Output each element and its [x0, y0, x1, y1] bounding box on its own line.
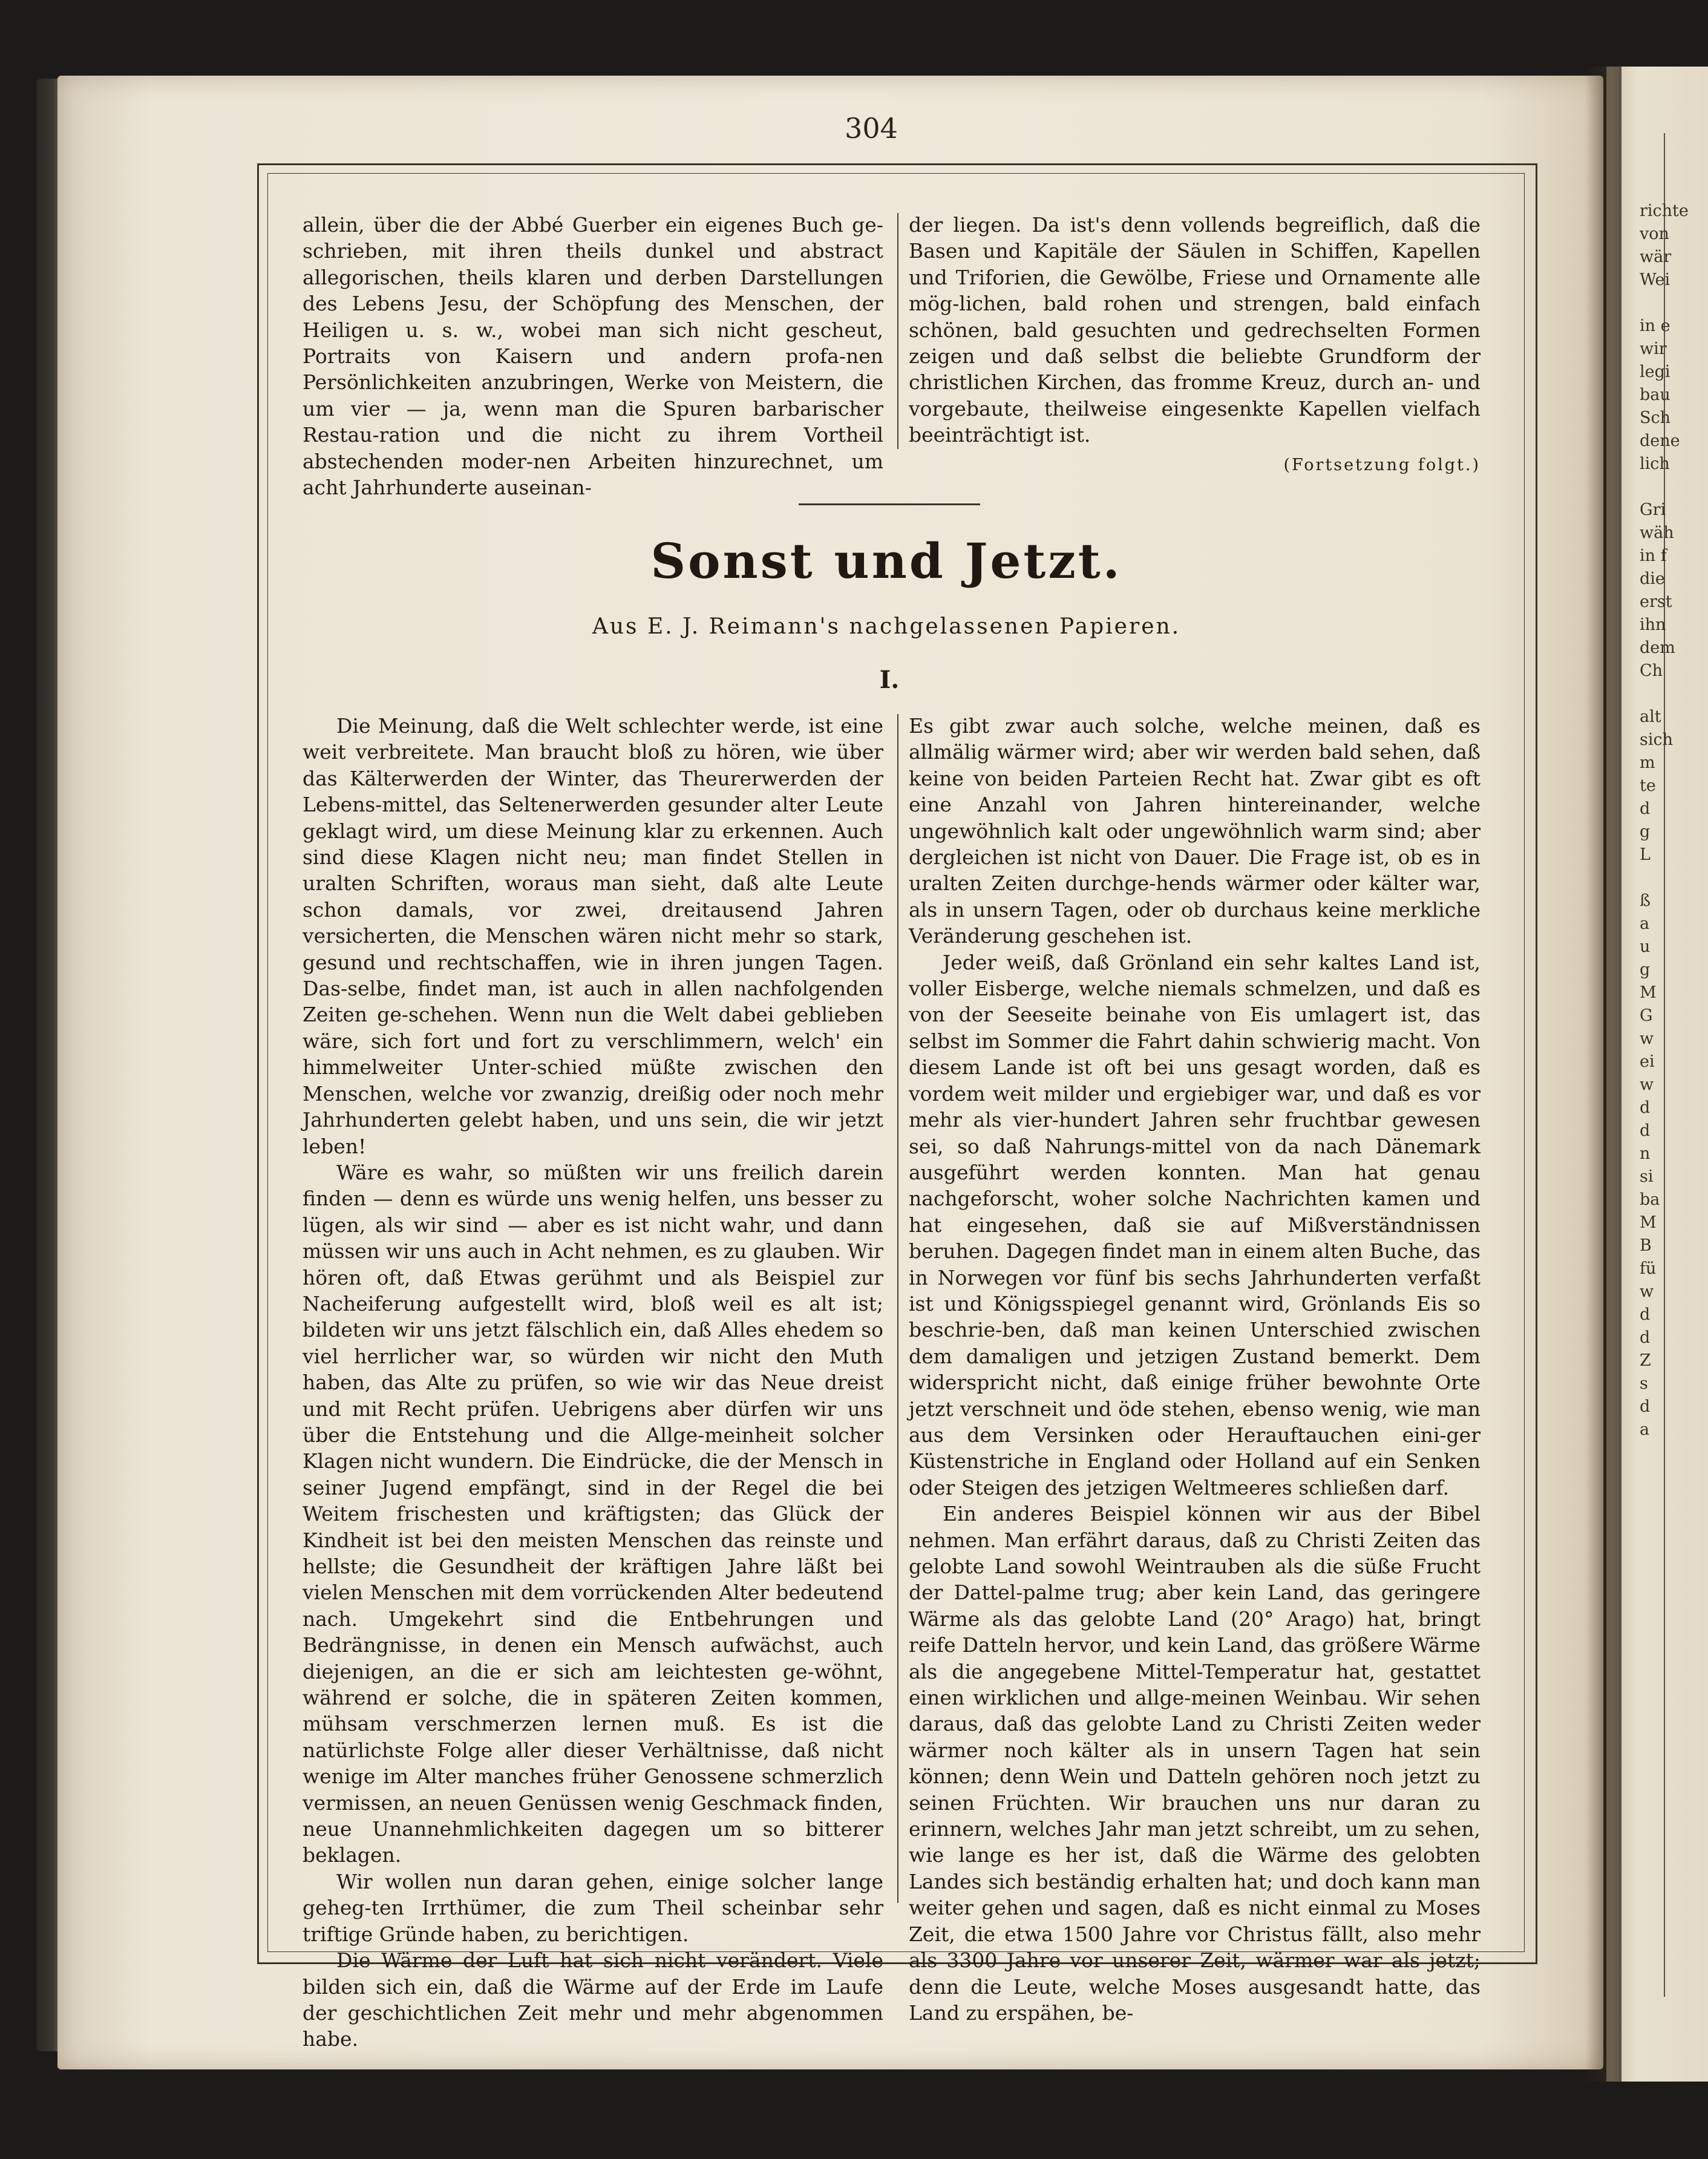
section-separator: [799, 503, 980, 505]
facing-page-fragment: ba: [1640, 1190, 1660, 1209]
facing-page-fragment: lich: [1640, 454, 1670, 473]
facing-page-fragment: a: [1640, 1420, 1650, 1439]
facing-page-fragment: L: [1640, 845, 1651, 864]
facing-page-fragment: alt: [1640, 707, 1661, 726]
facing-page-fragment: te: [1640, 776, 1656, 795]
facing-page-fragment: dem: [1640, 638, 1675, 657]
facing-page-fragment: a: [1640, 914, 1650, 933]
facing-page-fragment: d: [1640, 1305, 1651, 1324]
paragraph: Wäre es wahr, so müßten wir uns freilich darein finden — denn es würde uns wenig helfen, uns besser zu lügen, als wir sind — aber es ist nicht wahr, und dann müssen wir uns auch in Acht nehmen, es zu glauben. Wir hören oft, daß Etwas gerühmt und als Beispiel zur Nacheiferung aufgestellt wird, bloß weil es alt ist; bildeten wir uns jetzt fälschlich ein, daß Alles ehedem so viel herrlicher war, so würden wir nicht den Muth haben, das Alte zu prüfen, so wie wir das Neue dreist und mit Recht prüfen. Uebrigens aber dürfen wir uns über die Entstehung und die Allge-meinheit solcher Klagen nicht wundern. Die Eindrücke, die der Mensch in seiner Jugend empfängt, sind in der Regel die bei Weitem frischesten und kräftigsten; das Glück der Kindheit ist bei den meisten Menschen das reinste und hellste; die Gesundheit der kräftigen Jahre läßt bei vielen Menschen mit dem vorrückenden Alter bedeutend nach. Umgekehrt sind die Entbehrungen und Bedrängnisse, in denen ein Mensch aufwächst, auch diejenigen, an die er sich am leichtesten ge-wöhnt, während er solche, die in späteren Zeiten kommen, mühsam verschmerzen lernen muß. Es ist die natürlichste Folge aller dieser Verhältnisse, daß nicht wenige im Alter manches früher Genossene schmerzlich vermissen, an neuen Genüssen wenig Geschmack finden, neue Unannehmlichkeiten dagegen um so bitterer beklagen.: [303, 1160, 883, 1867]
facing-page-fragment: w: [1640, 1075, 1654, 1094]
facing-page-fragment: s: [1640, 1374, 1648, 1393]
facing-page-fragment: bau: [1640, 385, 1670, 404]
column-rule: [897, 213, 898, 449]
facing-page-fragment: n: [1640, 1144, 1651, 1163]
paragraph: Die Meinung, daß die Welt schlechter werde, ist eine weit verbreitete. Man braucht bloß zu hören, wie über das Kälterwerden der Winter, das Theurerwerden der Lebens-mittel, das Seltenerwerden gesunder alter Leute geklagt wird, um diese Meinung klar zu erkennen. Auch sind diese Klagen nicht neu; man findet Stellen in uralten Schriften, woraus man sieht, daß alte Leute schon damals, vor zwei, dreitausend Jahren versicherten, die Menschen wären nicht mehr so stark, gesund und rechtschaffen, wie in ihren jungen Tagen. Das-selbe, findet man, ist auch in allen nachfolgenden Zeiten ge-schehen. Wenn nun die Welt dabei geblieben wäre, sich fort und fort zu verschlimmern, welch' ein himmelweiter Unter-schied müßte zwischen den Menschen, welche vor zwanzig, dreißig oder noch mehr Jahrhunderten gelebt haben, und uns sein, die wir jetzt leben!: [303, 714, 883, 1158]
paragraph: Ein anderes Beispiel können wir aus der Bibel nehmen. Man erfährt daraus, daß zu Christi Zeiten das gelobte Land sowohl Weintrauben als die süße Frucht der Dattel-palme trug; aber kein Land, das geringere Wärme als das gelobte Land (20° Arago) hat, bringt reife Datteln hervor, und kein Land, das größere Wärme als die angegebene Mittel-Temperatur hat, gestattet einen wirklichen und allge-meinen Weinbau. Wir sehen daraus, daß das gelobte Land zu Christi Zeiten weder wärmer noch kälter als in unsern Tagen hat sein können; denn Wein und Datteln gehören noch jetzt zu seinen Früchten. Wir brauchen uns nur daran zu erinnern, welches Jahr man jetzt schreibt, um zu sehen, wie lange es her ist, daß die Wärme des gelobten Landes sich beständig erhalten hat; und doch kann man weiter gehen und sagen, daß es nicht einmal zu Moses Zeit, die etwa 1500 Jahre vor Christus fällt, also mehr als 3300 Jahre vor unserer Zeit, wärmer war als jetzt; denn die Leute, welche Moses ausgesandt hatte, das Land zu erspähen, be-: [909, 1502, 1481, 2025]
facing-page-fragment: wäh: [1640, 523, 1674, 542]
article-right-column: [909, 713, 1481, 2026]
paragraph: der liegen. Da ist's denn vollends begreiflich, daß die Basen und Kapitäle der Säulen in Schiffen, Kapellen und Triforien, die Gewölbe, Friese und Ornamente alle mög-lichen, bald rohen und strengen, bald einfach schönen, bald gesuchten und gedrechselten Formen zeigen und daß selbst die beliebte Grundform der christlichen Kirchen, das fromme Kreuz, durch an- und vorgebaute, theilweise eingesenkte Kapellen vielfach beeinträchtigt ist.: [909, 213, 1481, 447]
facing-page-fragment: [1640, 292, 1706, 315]
facing-page-fragment: m: [1640, 753, 1655, 772]
paragraph: Wir wollen nun daran gehen, einige solcher lange geheg-ten Irrthümer, die zum Theil scheinbar sehr triftige Gründe haben, zu berichtigen.: [303, 1869, 883, 1946]
continuation-note: (Fortsetzung folgt.): [1283, 455, 1481, 474]
facing-page-fragment: Z: [1640, 1351, 1651, 1370]
facing-page-fragment: d: [1640, 1328, 1651, 1347]
page-number: 304: [845, 112, 898, 145]
facing-page-fragment: M: [1640, 983, 1657, 1002]
facing-page-fragment: ihn: [1640, 615, 1666, 634]
facing-page-fragment: u: [1640, 937, 1651, 956]
facing-page-fragment: M: [1640, 1213, 1657, 1232]
article-left-column: [303, 713, 883, 2053]
facing-page-fragment: ei: [1640, 1052, 1655, 1071]
facing-page-fragment: dene: [1640, 431, 1680, 450]
paragraph: Es gibt zwar auch solche, welche meinen, daß es allmälig wärmer wird; aber wir werden bald sehen, daß keine von beiden Parteien Recht hat. Zwar gibt es oft eine Anzahl von Jahren hintereinander, welche ungewöhnlich kalt oder ungewöhnlich warm sind; aber dergleichen ist nicht von Dauer. Die Frage ist, ob es in uralten Zeiten durchge-hends wärmer oder kälter war, als in unsern Tagen, oder ob durchaus keine merkliche Veränderung geschehen ist.: [909, 714, 1481, 948]
facing-page-fragment: w: [1640, 1029, 1654, 1048]
facing-page-fragment: si: [1640, 1167, 1654, 1186]
facing-page-fragment: G: [1640, 1006, 1653, 1025]
facing-page-fragment: g: [1640, 960, 1651, 979]
facing-page-fragment: [1640, 867, 1706, 889]
paragraph: Die Wärme der Luft hat sich nicht verändert. Viele bilden sich ein, daß die Wärme auf der Erde im Laufe der geschichtlichen Zeit mehr und mehr abgenommen habe.: [303, 1948, 883, 2051]
facing-page-fragment: in e: [1640, 316, 1670, 335]
facing-page-fragment: ß: [1640, 891, 1651, 910]
facing-page-fragment: g: [1640, 822, 1651, 841]
facing-page-fragment: erst: [1640, 592, 1672, 611]
paragraph: allein, über die der Abbé Guerber ein eigenes Buch ge-schrieben, mit ihren theils dunkel und abstract allegorischen, theils klaren und derben Darstellungen des Lebens Jesu, der Schöpfung des Menschen, der Heiligen u. s. w., wobei man sich nicht gescheut, Portraits von Kaisern und andern profa-nen Persönlichkeiten anzubringen, Werke von Meistern, die um vier — ja, wenn man die Spuren barbarischer Restau-ration und die nicht zu ihrem Vortheil abstechenden moder-nen Arbeiten hinzurechnet, um acht Jahrhunderte auseinan-: [303, 213, 883, 500]
facing-page-fragment: d: [1640, 1397, 1651, 1416]
facing-page-fragment: von: [1640, 224, 1669, 243]
column-rule: [897, 714, 898, 1903]
facing-page-fragment: Wei: [1640, 270, 1670, 289]
spine-shadow: [1585, 67, 1621, 2082]
facing-page-fragment: [1640, 476, 1706, 499]
facing-page-fragment: Sch: [1640, 408, 1671, 427]
facing-page-fragment: wir: [1640, 339, 1667, 358]
facing-page-fragment: Ch: [1640, 661, 1663, 680]
facing-page-fragment: wär: [1640, 247, 1672, 266]
facing-page-fragment: d: [1640, 799, 1651, 818]
top-right-column: [909, 212, 1481, 478]
paragraph: Jeder weiß, daß Grönland ein sehr kaltes Land ist, voller Eisberge, welche niemals schmelzen, und daß es von der Seeseite beinahe von Eis umlagert ist, das selbst im Sommer die Fahrt dahin schwierig macht. Von diesem Lande ist oft bei uns gesagt worden, daß es vordem weit milder und ergiebiger war, und daß es vor mehr als vier-hundert Jahren sehr fruchtbar gewesen sei, so daß Nahrungs-mittel von da nach Dänemark ausgeführt werden konnten. Man hat genau nachgeforscht, woher solche Nachrichten kamen und hat eingesehen, daß sie auf Mißverständnissen beruhen. Dagegen findet man in einem alten Buche, das in Norwegen vor fünf bis sechs Jahrhunderten verfaßt ist und Königsspiegel genannt wird, Grönlands Eis so beschrie-ben, daß man keinen Unterschied zwischen dem damaligen und jetzigen Zustand bemerkt. Dem widerspricht nicht, daß einige früher bewohnte Orte jetzt verschneit und öde stehen, ebenso wenig, wie man aus dem Versinken oder Herauftauchen eini-ger Küstenstriche in England oder Holland auf ein Senken oder Steigen des jetzigen Weltmeeres schließen darf.: [909, 950, 1481, 1499]
top-left-column: [303, 212, 883, 500]
facing-page-fragment: die: [1640, 569, 1665, 588]
facing-page-fragment: B: [1640, 1236, 1652, 1255]
article-title: Sonst und Jetzt.: [650, 532, 1122, 589]
article-subtitle: Aus E. J. Reimann's nachgelassenen Papieren.: [592, 614, 1181, 639]
facing-page-fragment: in f: [1640, 546, 1667, 565]
facing-page-text: [1640, 200, 1706, 2015]
section-numeral: I.: [879, 666, 900, 694]
facing-page-fragment: w: [1640, 1282, 1654, 1301]
facing-page-fragment: legi: [1640, 362, 1670, 381]
facing-page-fragment: Gri: [1640, 500, 1666, 519]
facing-page-fragment: sich: [1640, 730, 1674, 749]
facing-page-fragment: d: [1640, 1121, 1651, 1140]
facing-page-fragment: richte: [1640, 201, 1689, 220]
facing-page-fragment: fü: [1640, 1259, 1657, 1278]
facing-page-fragment: [1640, 683, 1706, 706]
facing-page-fragment: d: [1640, 1098, 1651, 1117]
